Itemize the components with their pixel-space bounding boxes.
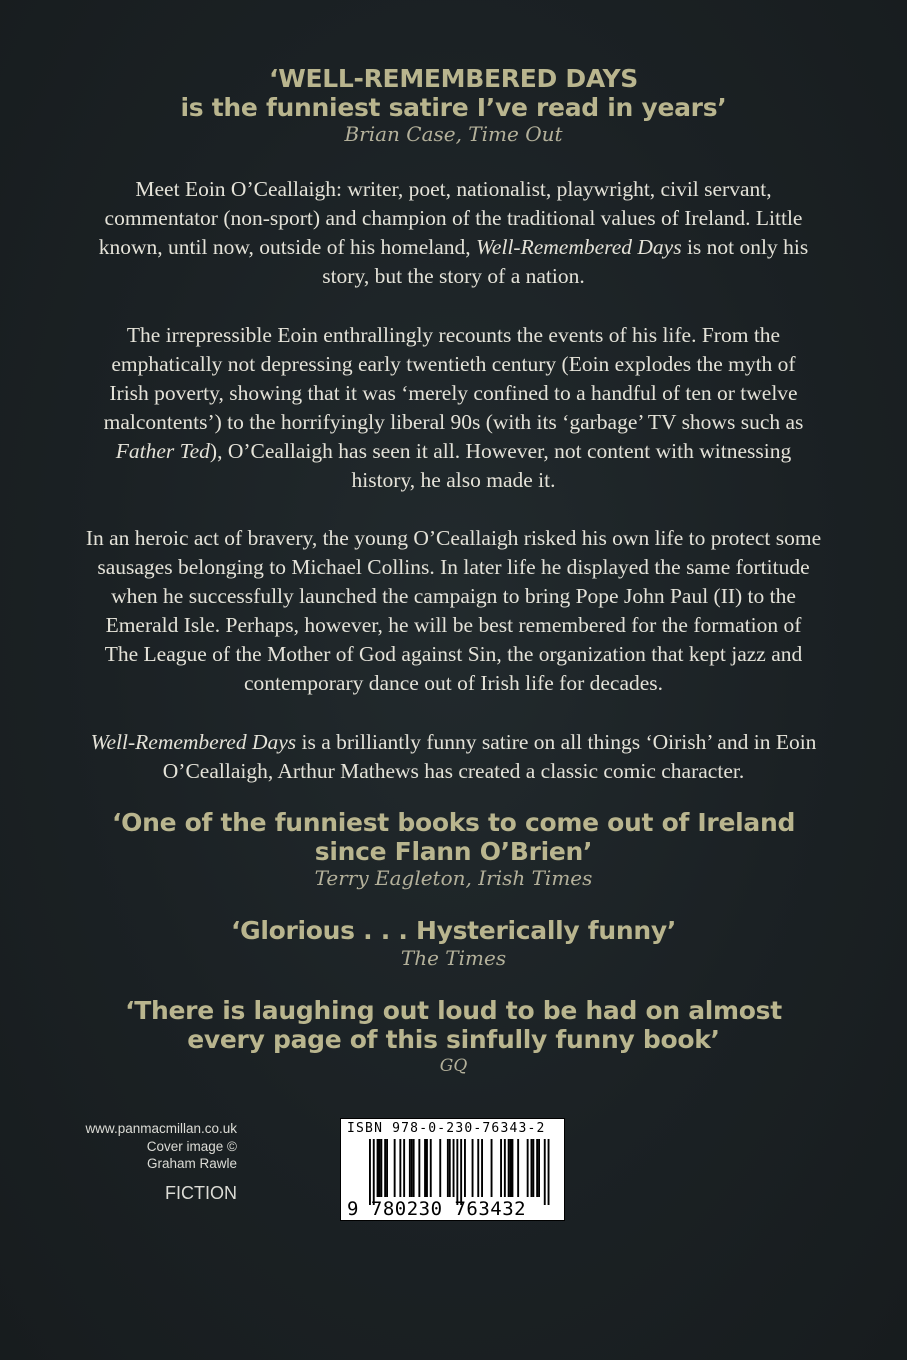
barcode-bar: [449, 1139, 451, 1197]
blurb-paragraph-4: [40, 728, 867, 786]
review-quote-irish-times: [0, 808, 907, 866]
barcode-bar: [386, 1139, 388, 1197]
quote-line: ‘WELL-REMEMBERED DAYS: [269, 64, 638, 93]
blurb-line: Meet Eoin O’Ceallaigh: writer, poet, nationalist, playwright, civil servant,: [135, 177, 772, 201]
blurb-paragraph-2: [40, 321, 867, 495]
review-quote-time-out: [0, 64, 907, 122]
barcode-bar: [517, 1139, 519, 1197]
blurb-line: Emerald Isle. Perhaps, however, he will be best remembered for the formation of: [105, 613, 802, 637]
barcode-bar: [464, 1139, 466, 1197]
blurb-text: is a brilliantly funny satire on all things ‘Oirish’ and in Eoin: [296, 730, 817, 754]
barcode-bar: [527, 1139, 529, 1197]
review-quote-the-times: [0, 916, 907, 945]
barcode-bar: [538, 1139, 540, 1197]
barcode-bar: [453, 1139, 455, 1197]
barcode-bar: [384, 1139, 386, 1197]
barcode-bar: [508, 1139, 510, 1197]
quote-line: ‘There is laughing out loud to be had on almost: [125, 996, 782, 1025]
book-title: Well-Remembered Days: [476, 235, 682, 259]
review-quote-gq: [0, 996, 907, 1054]
blurb-line: [40, 437, 867, 466]
barcode-bar: [409, 1139, 411, 1197]
barcode-bar: [439, 1139, 441, 1197]
blurb-line: story, but the story of a nation.: [322, 264, 585, 288]
isbn-label: ISBN 978-0-230-76343-2: [347, 1121, 546, 1136]
quote-line: is the funniest satire I’ve read in years’: [180, 93, 727, 122]
barcode-digits: 9 780230 763432: [347, 1198, 527, 1220]
barcode-bar: [379, 1139, 381, 1197]
quote-attribution: Terry Eagleton, Irish Times: [314, 866, 593, 890]
barcode-bar: [477, 1139, 479, 1197]
barcode-bar: [447, 1139, 449, 1197]
barcode-bar: [377, 1139, 379, 1197]
barcode-bar: [512, 1139, 514, 1197]
barcode-bar: [504, 1139, 506, 1197]
book-title: Well-Remembered Days: [90, 730, 297, 754]
blurb-line: emphatically not depressing early twentieth century (Eoin explodes the myth of: [111, 352, 796, 376]
barcode-bar: [413, 1139, 415, 1197]
barcode-bar: [548, 1139, 550, 1205]
barcode-bar: [510, 1139, 512, 1197]
cover-credit-name: Graham Rawle: [146, 1156, 237, 1171]
blurb-line: [40, 728, 867, 757]
tv-show-title: Father Ted: [115, 439, 210, 463]
blurb-line: [40, 233, 867, 262]
barcode-bar: [472, 1139, 474, 1197]
quote-attribution: GQ: [439, 1056, 468, 1076]
barcode-bar: [369, 1139, 371, 1205]
blurb-line: history, he also made it.: [351, 468, 556, 492]
barcode-bar: [460, 1139, 462, 1205]
blurb-line: contemporary dance out of Irish life for decades.: [243, 671, 664, 695]
blurb-line: Irish poverty, showing that it was ‘merely confined to a handful of ten or twelve: [109, 381, 798, 405]
category-label: FICTION: [165, 1182, 237, 1203]
quote-attribution: Brian Case, Time Out: [344, 122, 563, 146]
cover-credit: Cover image ©: [146, 1138, 237, 1154]
quote-line: ‘One of the funniest books to come out of Ireland: [111, 808, 796, 837]
blurb-text: ), O’Ceallaigh has seen it all. However, not content with witnessing: [209, 439, 792, 463]
blurb-text: is not only his: [681, 235, 809, 259]
blurb-line: sausages belonging to Michael Collins. In later life he displayed the same fortitude: [97, 555, 810, 579]
barcode-bar: [403, 1139, 405, 1197]
publisher-info: [60, 1120, 237, 1204]
barcode-bar: [500, 1139, 502, 1197]
blurb-paragraph-1: [40, 175, 867, 291]
blurb-line: In an heroic act of bravery, the young O’Ceallaigh risked his own life to protect some: [85, 526, 822, 550]
quote-line: every page of this sinfully funny book’: [187, 1025, 720, 1054]
barcode-bar: [424, 1139, 426, 1197]
barcode-bar: [430, 1139, 432, 1197]
blurb-line: The League of the Mother of God against Sin, the organization that kept jazz and: [104, 642, 803, 666]
barcode-bar: [491, 1139, 493, 1197]
barcode-bar: [481, 1139, 483, 1197]
blurb-line: malcontents’) to the horrifyingly liberal 90s (with its ‘garbage’ TV shows such as: [103, 410, 804, 434]
barcode-bar: [411, 1139, 413, 1197]
quote-line: ‘Glorious . . . Hysterically funny’: [230, 916, 677, 945]
blurb-line: O’Ceallaigh, Arthur Mathews has created a classic comic character.: [162, 759, 745, 783]
barcode-bar: [418, 1139, 420, 1197]
blurb-paragraph-3: [20, 524, 887, 698]
barcode-bar: [380, 1139, 382, 1197]
isbn-barcode: [340, 1118, 565, 1221]
blurb-line: commentator (non-sport) and champion of the traditional values of Ireland. Little: [104, 206, 803, 230]
barcode-bar: [394, 1139, 396, 1197]
blurb-line: when he successfully launched the campaign to bring Pope John Paul (II) to the: [111, 584, 796, 608]
publisher-website[interactable]: www.panmacmillan.co.uk: [85, 1121, 237, 1136]
blurb-line: The irrepressible Eoin enthrallingly recounts the events of his life. From the: [126, 323, 781, 347]
quote-line: since Flann O’Brien’: [314, 837, 593, 866]
barcode-bar: [532, 1139, 534, 1197]
barcode-bar: [531, 1139, 533, 1197]
blurb-text: known, until now, outside of his homeland,: [98, 235, 476, 259]
barcode-bar: [426, 1139, 428, 1197]
barcode-bar: [456, 1139, 458, 1205]
barcode-bar: [399, 1139, 401, 1197]
barcode-bar: [544, 1139, 546, 1205]
barcode-bar: [373, 1139, 375, 1205]
barcode-bar: [536, 1139, 538, 1197]
quote-attribution: The Times: [400, 946, 507, 970]
